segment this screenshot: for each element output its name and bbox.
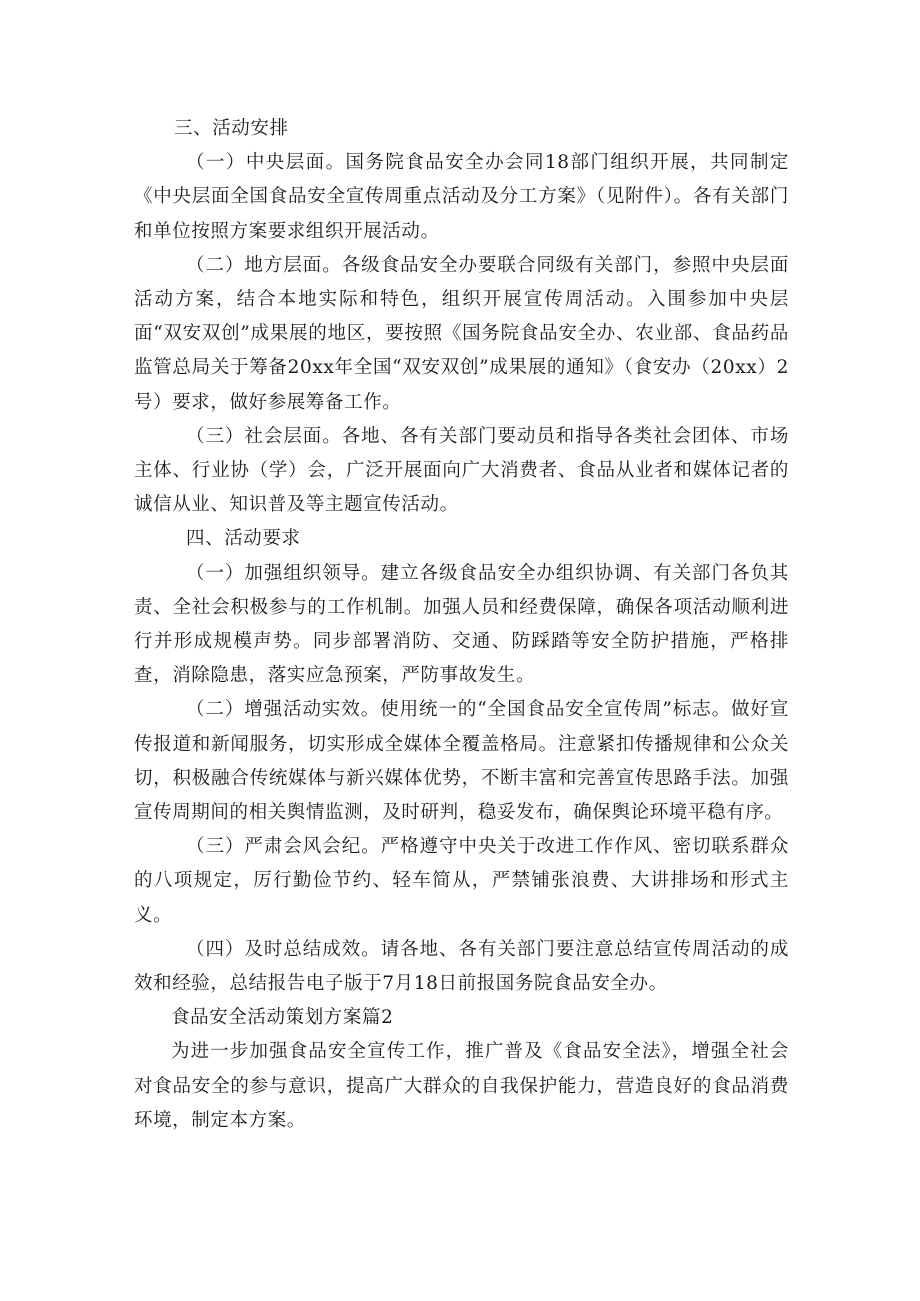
- paragraph-central-level: （一）中央层面。国务院食品安全办会同18部门组织开展，共同制定《中央层面全国食品安全宣传周重点活动及分工方案》（见附件）。各有关部门和单位按照方案要求组织开展活动。: [134, 152, 789, 242]
- paragraph-summary: （四）及时总结成效。请各地、各有关部门要注意总结宣传周活动的成效和经验，总结报告电子版于7月18日前报国务院食品安全办。: [134, 938, 789, 995]
- paragraph-social-level: （三）社会层面。各地、各有关部门要动员和指导各类社会团体、市场主体、行业协（学）会，广泛开展面向广大消费者、食品从业者和媒体记者的诚信从业、知识普及等主题宣传活动。: [134, 425, 789, 516]
- document-body: [134, 112, 789, 1138]
- plan-title: 食品安全活动策划方案篇2: [171, 1007, 394, 1029]
- section-heading-3: 三、活动安排: [174, 118, 289, 139]
- paragraph-plan-intro: 为进一步加强食品安全宣传工作，推广普及《食品安全法》，增强全社会对食品安全的参与意识，提高广大群众的自我保护能力，营造良好的食品消费环境，制定本方案。: [134, 1041, 789, 1131]
- paragraph-discipline: （三）严肃会风会纪。严格遵守中央关于改进工作作风、密切联系群众的八项规定，厉行勤俭节约、轻车简从，严禁铺张浪费、大讲排场和形式主义。: [134, 836, 789, 926]
- paragraph-effectiveness: （二）增强活动实效。使用统一的“全国食品安全宣传周”标志。做好宣传报道和新闻服务，切实形成全媒体全覆盖格局。注意紧扣传播规律和公众关切，积极融合传统媒体与新兴媒体优势，不断丰富和完善宣传思路手法。加强宣传周期间的相关舆情监测，及时研判，稳妥发布，确保舆论环境平稳有序。: [134, 699, 789, 824]
- paragraph-organization: （一）加强组织领导。建立各级食品安全办组织协调、有关部门各负其责、全社会积极参与的工作机制。加强人员和经费保障，确保各项活动顺利进行并形成规模声势。同步部署消防、交通、防踩踏等安全防护措施，严格排查，消除隐患，落实应急预案，严防事故发生。: [134, 562, 789, 687]
- section-heading-4: 四、活动要求: [186, 528, 301, 550]
- paragraph-local-level: （二）地方层面。各级食品安全办要联合同级有关部门，参照中央层面活动方案，结合本地实际和特色，组织开展宣传周活动。入围参加中央层面“双安双创”成果展的地区，要按照《国务院食品安全办、农业部、食品药品监管总局关于筹备20xx年全国“双安双创”成果展的通知》（食安办（20xx）2号）要求，做好参展筹备工作。: [134, 254, 789, 413]
